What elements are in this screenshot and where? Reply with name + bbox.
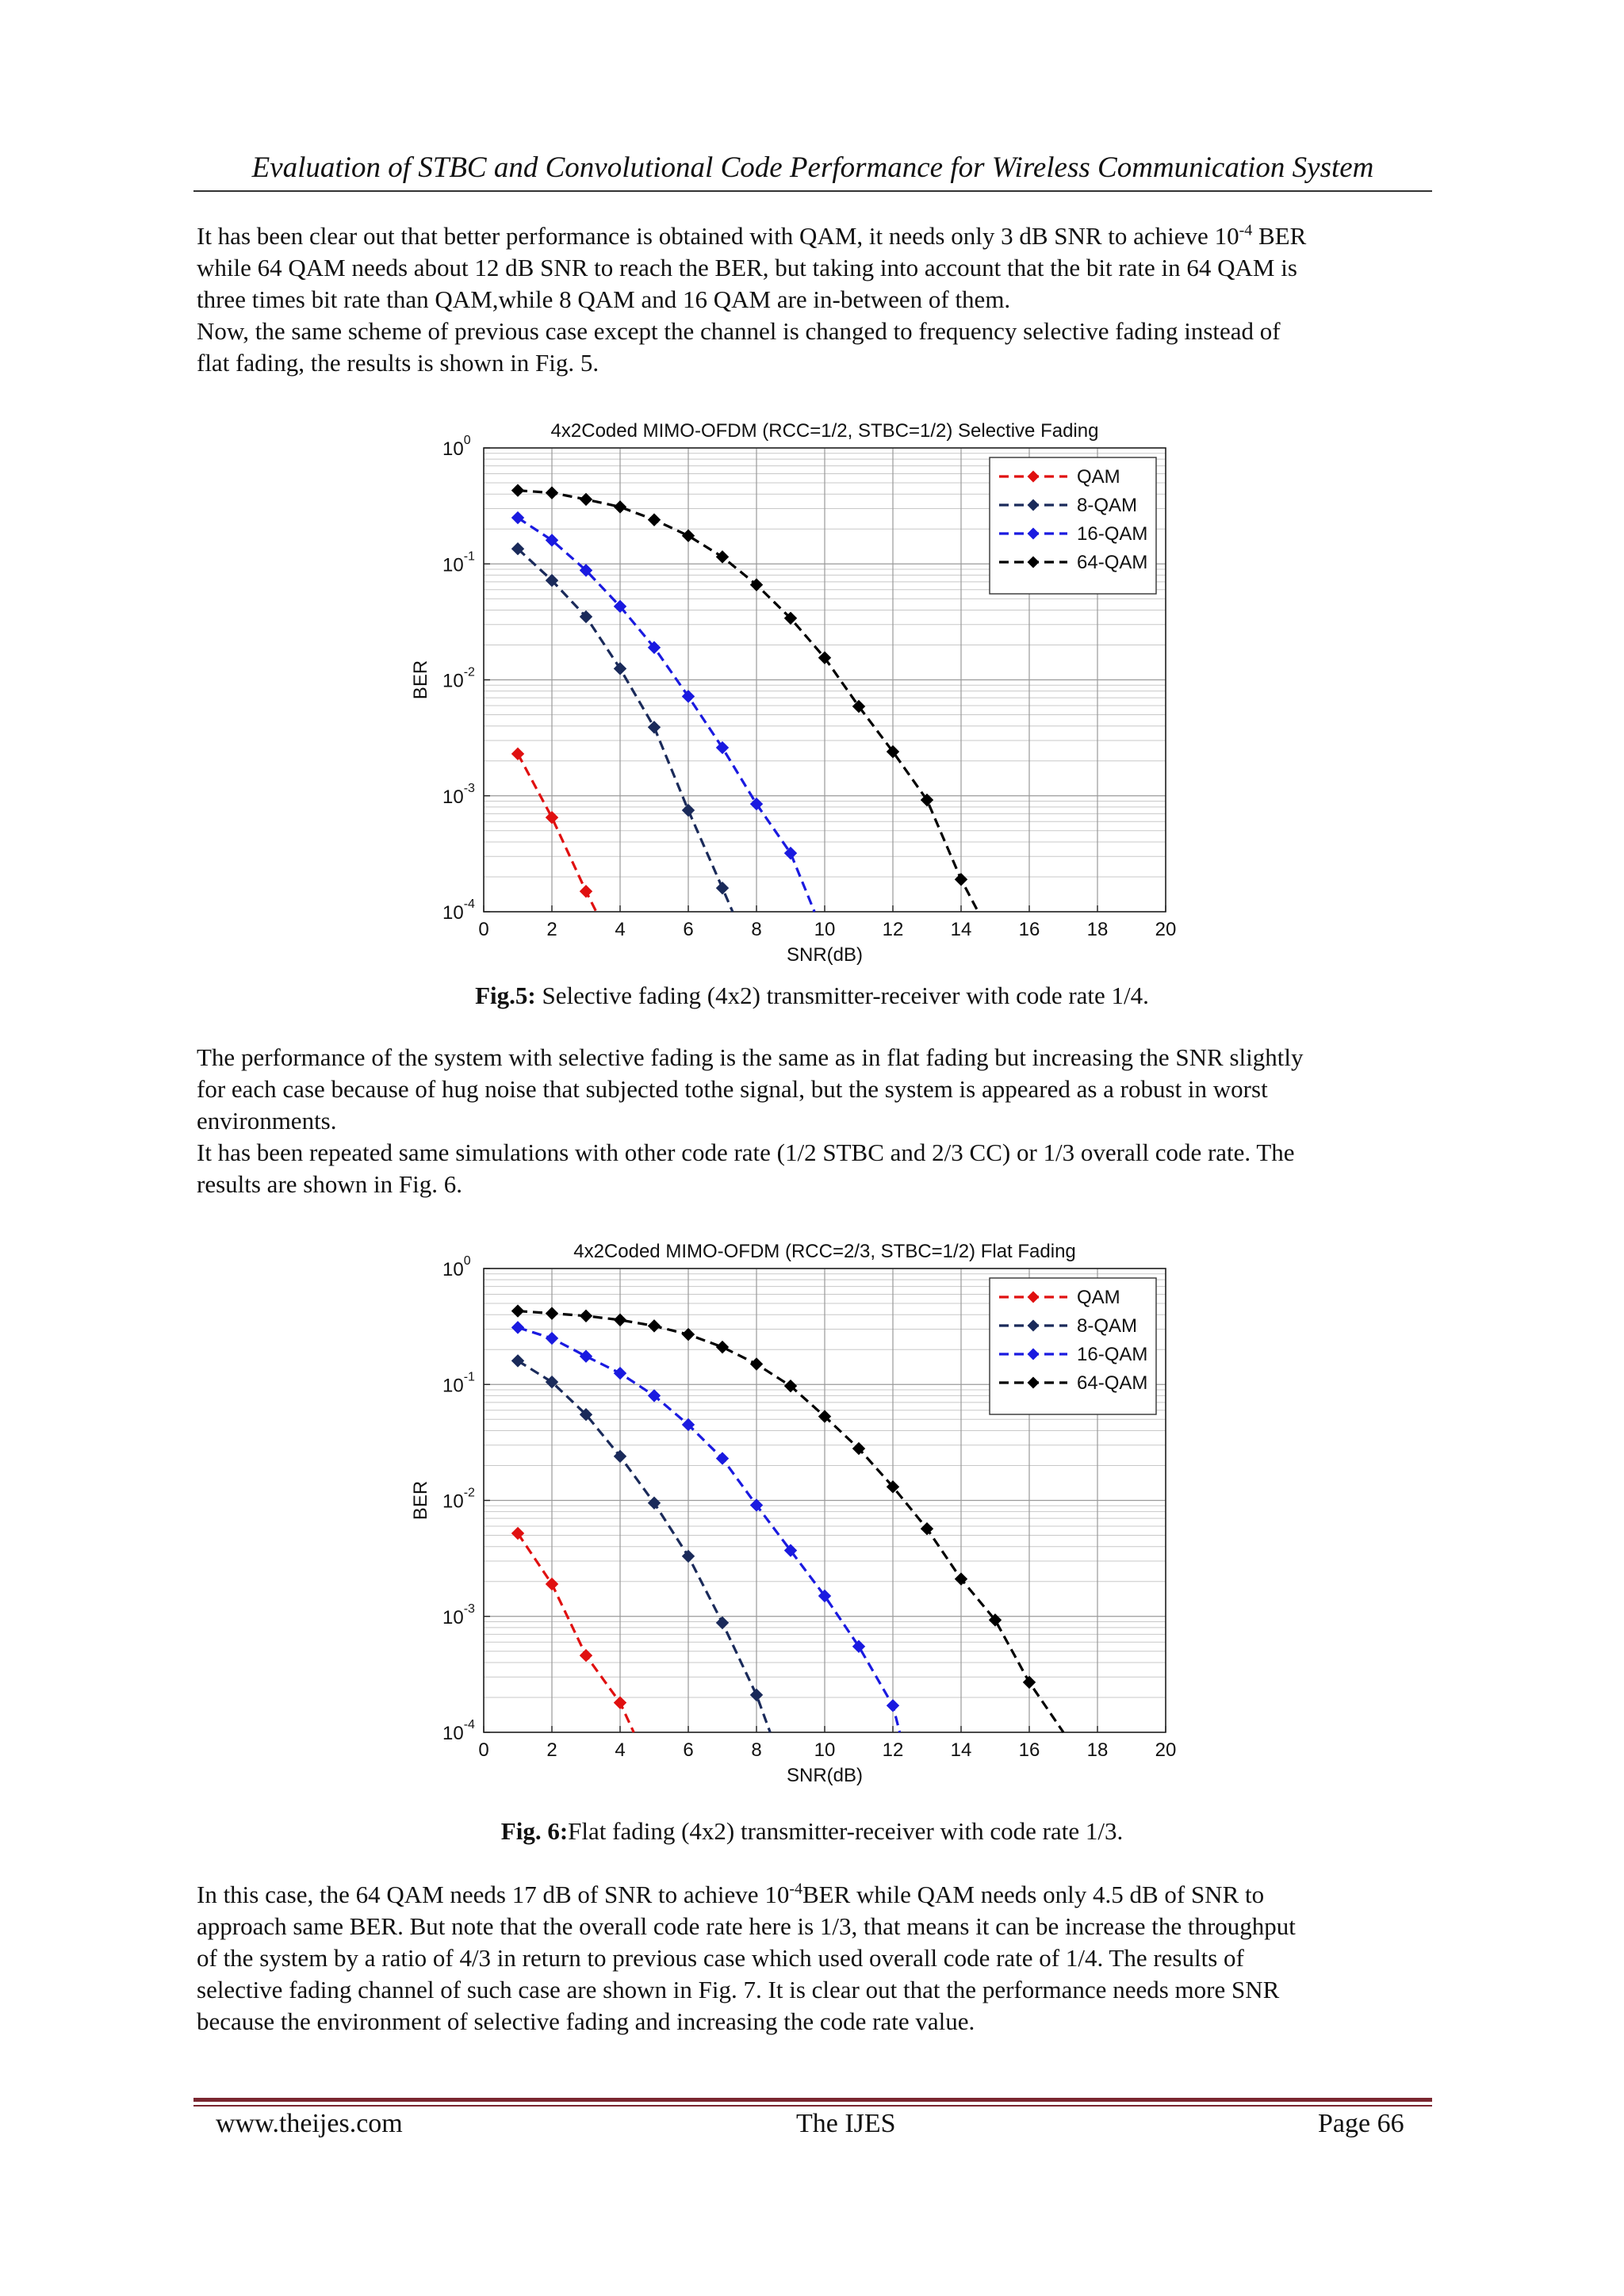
- chart1-series-64-qam-point: [615, 1314, 626, 1326]
- chart1-series-64-qam-point: [956, 1573, 967, 1585]
- chart0-x-tick-label: 18: [1086, 919, 1109, 940]
- chart1-series-qam-point: [546, 1578, 558, 1590]
- paragraph-5-line-1a: In this case, the 64 QAM needs 17 dB of SNR to achieve 10: [197, 1881, 790, 1908]
- chart0-y-tick-label: $10^{-1}$: [442, 549, 475, 576]
- chart0-series-qam-point: [512, 748, 524, 760]
- paragraph-5-line-2: approach same BER. But note that the overall code rate here is 1/3, that means it can be increase the throughput: [197, 1912, 1296, 1940]
- chart0-legend-label: 16-QAM: [1077, 523, 1148, 545]
- chart0-series-64-qam-point: [683, 530, 695, 541]
- chart0-x-tick-label: 0: [478, 919, 489, 940]
- chart0-x-axis-label: SNR(dB): [786, 944, 864, 966]
- paragraph-3-line-3: environments.: [197, 1107, 337, 1135]
- chart0-x-tick-label: 4: [615, 919, 626, 940]
- chart1-x-tick-label: 2: [546, 1739, 557, 1761]
- chart0-series-8-qam-line: [518, 549, 733, 912]
- chart0-y-tick-label: $10^{-2}$: [442, 665, 475, 692]
- figure-6-caption-text: Flat fading (4x2) transmitter-receiver with code rate 1/3.: [568, 1817, 1124, 1845]
- paragraph-1-superscript: -4: [1239, 221, 1253, 239]
- chart1-series-64-qam-point: [717, 1341, 729, 1353]
- chart0-series-64-qam-point: [649, 514, 661, 526]
- chart0-series-64-qam-point: [580, 493, 592, 505]
- chart0-y-tick-label: $10^{-4}$: [442, 897, 475, 924]
- chart1-series-8-qam-point: [615, 1450, 626, 1462]
- footer-page-number: Page 66: [1318, 2109, 1404, 2138]
- chart1-y-tick-label: $10^{-4}$: [442, 1718, 475, 1744]
- chart0-legend-label: 8-QAM: [1077, 495, 1138, 516]
- chart1-x-tick-label: 12: [882, 1739, 904, 1761]
- chart1-series-64-qam-point: [546, 1307, 558, 1319]
- paragraph-3-line-2: for each case because of hug noise that subjected tothe signal, but the system is appeared as a robust in worst: [197, 1075, 1268, 1103]
- chart1-x-axis-label: SNR(dB): [786, 1765, 864, 1786]
- chart0-x-tick-label: 6: [683, 919, 694, 940]
- paragraph-5-superscript: -4: [789, 1880, 802, 1898]
- footer-rule-thick: [193, 2098, 1432, 2102]
- footer-journal: The IJES: [796, 2109, 896, 2138]
- paragraph-5-line-4: selective fading channel of such case are shown in Fig. 7. It is clear out that the performance needs more SNR: [197, 1976, 1280, 2003]
- chart1-series-16-qam-point: [512, 1322, 524, 1334]
- chart0-x-tick-label: 16: [1018, 919, 1040, 940]
- paragraph-5-line-3: of the system by a ratio of 4/3 in return to previous case which used overall code rate of 1/4. The results of: [197, 1944, 1244, 1972]
- chart1-x-tick-label: 6: [683, 1739, 694, 1761]
- figure-6-caption: [0, 1817, 1624, 1846]
- chart1-legend-label: 16-QAM: [1077, 1344, 1148, 1365]
- chart1-series-16-qam-line: [518, 1327, 900, 1732]
- chart1-series-16-qam: [512, 1322, 900, 1732]
- chart0-series-8-qam-point: [649, 721, 661, 733]
- chart0-x-tick-label: 10: [814, 919, 836, 940]
- chart1-series-16-qam-point: [580, 1350, 592, 1362]
- chart1-legend-label: QAM: [1077, 1287, 1120, 1308]
- chart1-series-64-qam-point: [580, 1310, 592, 1322]
- chart0-y-tick-label: $10^{-3}$: [442, 781, 475, 808]
- figure-6-chart: [396, 1229, 1189, 1804]
- chart1-series-8-qam: [512, 1355, 771, 1732]
- figure-5-caption: [0, 982, 1624, 1010]
- chart1-title: 4x2Coded MIMO-OFDM (RCC=2/3, STBC=1/2) Flat Fading: [573, 1241, 1076, 1262]
- paragraph-1-line-3: three times bit rate than QAM,while 8 QAM and 16 QAM are in-between of them.: [197, 285, 1011, 313]
- chart1-x-tick-label: 0: [478, 1739, 489, 1761]
- chart1-x-tick-label: 4: [615, 1739, 626, 1761]
- chart1-series-64-qam-point: [512, 1305, 524, 1317]
- paragraph-3-line-1: The performance of the system with selective fading is the same as in flat fading but increasing the SNR slightly: [197, 1043, 1304, 1071]
- header-rule: [193, 190, 1432, 192]
- chart0-series-64-qam-point: [512, 484, 524, 496]
- chart0-series-qam-point: [580, 886, 592, 897]
- chart1-legend-label: 64-QAM: [1077, 1372, 1148, 1394]
- chart1-legend: [990, 1278, 1156, 1414]
- chart1-y-tick-label: $10^0$: [442, 1254, 471, 1280]
- chart1-x-tick-label: 18: [1086, 1739, 1109, 1761]
- chart0-legend: [990, 457, 1156, 594]
- chart0-legend-label: 64-QAM: [1077, 552, 1148, 573]
- chart1-series-16-qam-point: [717, 1452, 729, 1464]
- paragraph-4: [197, 1137, 1431, 1200]
- paragraph-2: [197, 316, 1431, 379]
- chart0-series-qam: [512, 748, 596, 912]
- paragraph-1-line-2: while 64 QAM needs about 12 dB SNR to reach the BER, but taking into account that the bit rate in 64 QAM is: [197, 254, 1297, 281]
- paragraph-5-line-1b: BER while QAM needs only 4.5 dB of SNR to: [802, 1881, 1265, 1908]
- figure-5-caption-text: Selective fading (4x2) transmitter-receiver with code rate 1/4.: [535, 982, 1149, 1009]
- chart1-series-8-qam-point: [751, 1689, 763, 1701]
- chart0-y-axis-label: BER: [410, 660, 431, 700]
- chart0-series-8-qam-point: [717, 882, 729, 894]
- paragraph-2-line-1: Now, the same scheme of previous case except the channel is changed to frequency selective fading instead of: [197, 317, 1281, 345]
- paragraph-2-line-2: flat fading, the results is shown in Fig. 5.: [197, 349, 599, 377]
- chart1-x-tick-label: 20: [1155, 1739, 1177, 1761]
- chart0-legend-label: QAM: [1077, 466, 1120, 488]
- chart1-series-16-qam-point: [546, 1333, 558, 1345]
- chart1-x-tick-label: 14: [950, 1739, 972, 1761]
- figure-6-caption-label: Fig. 6:: [500, 1817, 569, 1845]
- chart1-series-64-qam-point: [683, 1329, 695, 1341]
- chart1-series-16-qam-point: [615, 1368, 626, 1380]
- paragraph-5-line-5: because the environment of selective fading and increasing the code rate value.: [197, 2007, 975, 2035]
- chart0-series-64-qam-line: [518, 491, 979, 912]
- paragraph-4-line-2: results are shown in Fig. 6.: [197, 1170, 462, 1198]
- chart0-series-8-qam-point: [683, 805, 695, 817]
- chart1-series-8-qam-point: [649, 1497, 661, 1509]
- chart1-series-64-qam-point: [751, 1358, 763, 1370]
- chart1-x-tick-label: 8: [751, 1739, 762, 1761]
- paragraph-5: [197, 1879, 1431, 2038]
- chart1-series-qam-point: [615, 1697, 626, 1709]
- chart0-series-16-qam: [512, 512, 815, 912]
- figure-5-chart: [396, 408, 1189, 979]
- chart1-series-qam: [512, 1528, 634, 1732]
- footer-rule-thin: [193, 2105, 1432, 2107]
- paragraph-3: [197, 1042, 1431, 1137]
- chart0-y-tick-label: $10^0$: [442, 434, 471, 460]
- paragraph-1: [197, 220, 1431, 316]
- chart0-series-64-qam-point: [546, 487, 558, 499]
- chart0-x-tick-label: 2: [546, 919, 557, 940]
- footer-website: www.theijes.com: [216, 2109, 403, 2138]
- chart1-x-tick-label: 10: [814, 1739, 836, 1761]
- chart1-series-64-qam-point: [649, 1320, 661, 1332]
- chart0-x-tick-label: 8: [751, 919, 762, 940]
- chart1-y-tick-label: $10^{-2}$: [442, 1486, 475, 1513]
- chart1-series-64-qam-point: [1024, 1676, 1036, 1688]
- chart0-x-tick-label: 20: [1155, 919, 1177, 940]
- chart0-series-64-qam-point: [717, 551, 729, 563]
- chart0-title: 4x2Coded MIMO-OFDM (RCC=1/2, STBC=1/2) Selective Fading: [550, 420, 1099, 442]
- chart1-legend-label: 8-QAM: [1077, 1315, 1138, 1337]
- chart1-y-tick-label: $10^{-3}$: [442, 1601, 475, 1628]
- paragraph-1-line-1a: It has been clear out that better performance is obtained with QAM, it needs only 3 dB SNR to achieve 10: [197, 222, 1239, 250]
- figure-5-caption-label: Fig.5:: [475, 982, 536, 1009]
- chart1-series-16-qam-point: [887, 1700, 899, 1712]
- chart1-series-64-qam-line: [518, 1311, 1063, 1732]
- chart1-y-tick-label: $10^{-1}$: [442, 1370, 475, 1397]
- chart0-series-64-qam-point: [956, 874, 967, 886]
- paragraph-1-line-1b: BER: [1252, 222, 1307, 250]
- chart1-series-8-qam-point: [717, 1617, 729, 1628]
- chart1-y-axis-label: BER: [410, 1480, 431, 1521]
- chart1-x-tick-label: 16: [1018, 1739, 1040, 1761]
- paragraph-4-line-1: It has been repeated same simulations with other code rate (1/2 STBC and 2/3 CC) or 1/3 overall code rate. The: [197, 1138, 1295, 1166]
- running-header: Evaluation of STBC and Convolutional Code Performance for Wireless Communication System: [251, 151, 1374, 184]
- chart0-x-tick-label: 14: [950, 919, 972, 940]
- chart0-x-tick-label: 12: [882, 919, 904, 940]
- chart1-series-8-qam-point: [512, 1355, 524, 1367]
- chart0-series-64-qam-point: [615, 501, 626, 513]
